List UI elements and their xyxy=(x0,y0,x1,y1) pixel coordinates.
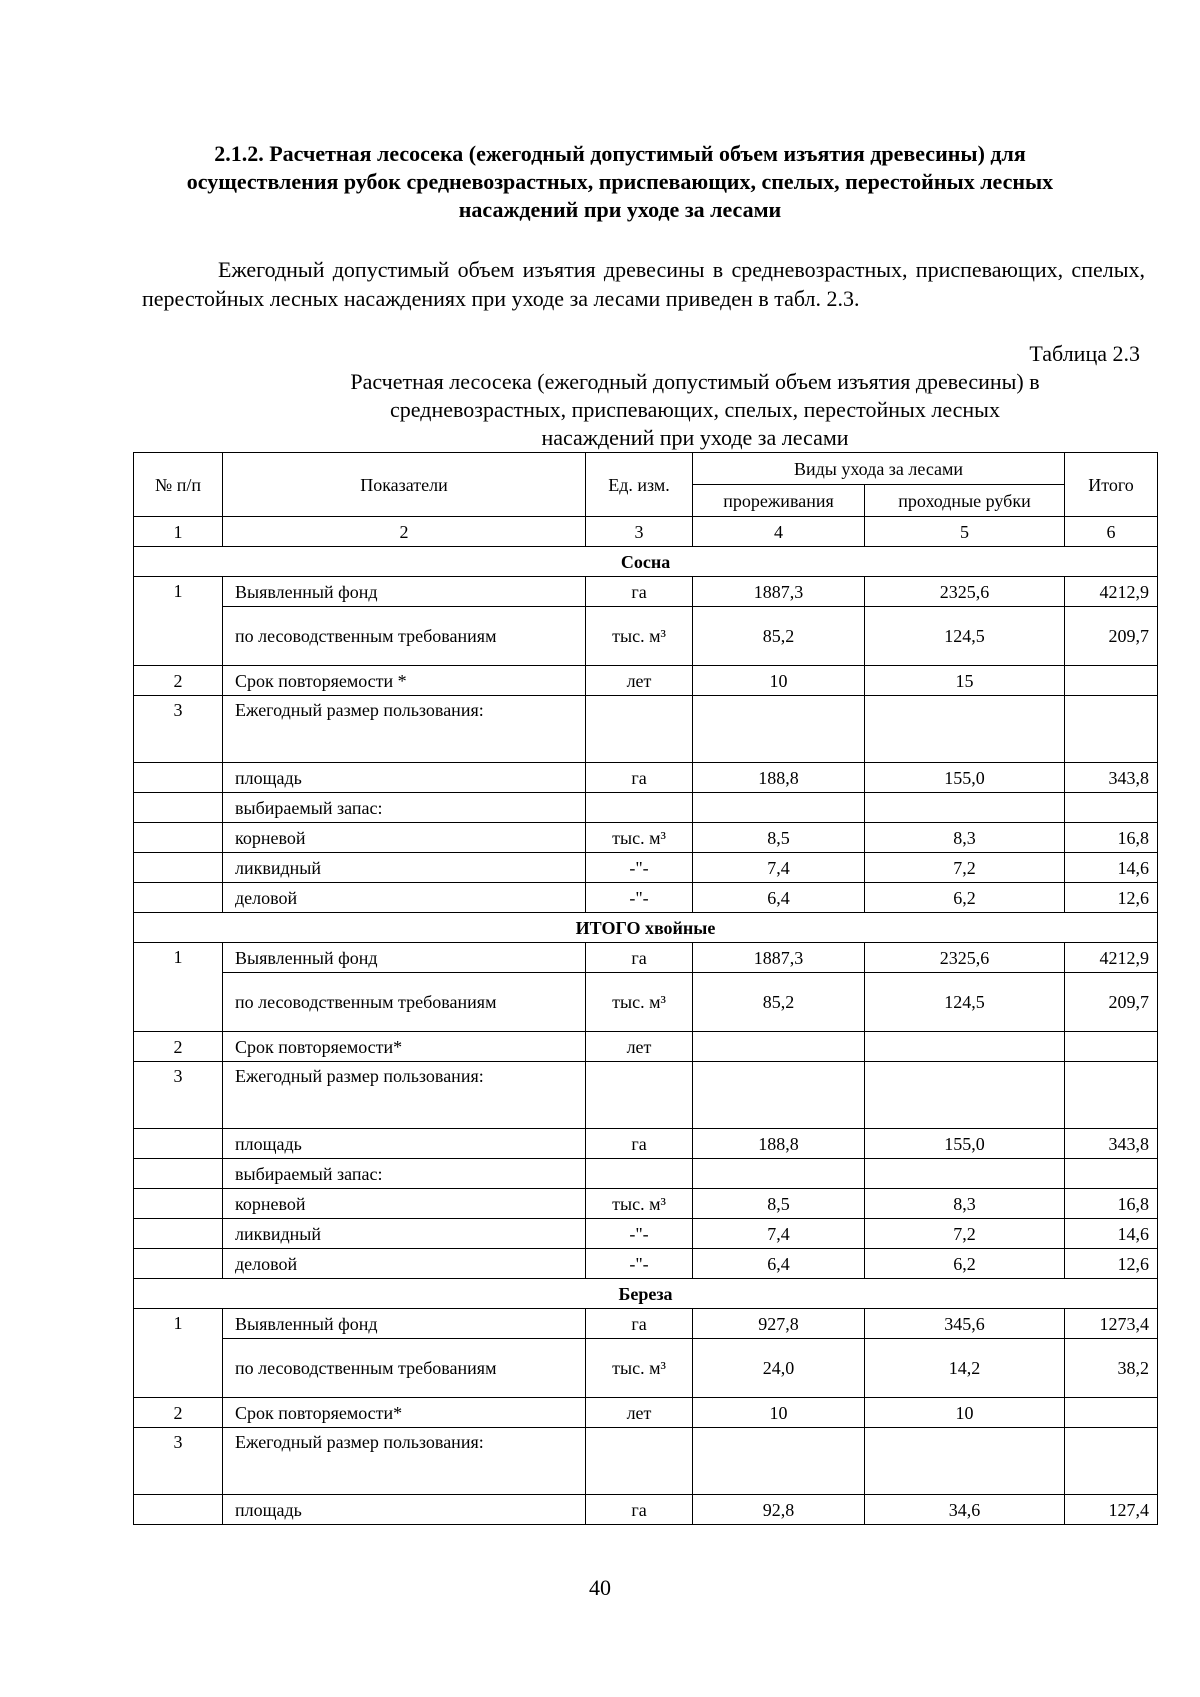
passage-value xyxy=(865,696,1065,763)
total-value xyxy=(1065,1062,1158,1129)
intro-paragraph: Ежегодный допустимый объем изъятия древесины в средневозрастных, приспевающих, спелых, перестойных лесных насаждениях при уходе за лесами приведен в табл. 2.3. xyxy=(142,257,1145,311)
passage-value: 124,5 xyxy=(865,607,1065,666)
thinning-value: 1887,3 xyxy=(693,943,865,973)
thinning-value: 6,4 xyxy=(693,1249,865,1279)
table-row xyxy=(134,607,1158,666)
row-number xyxy=(134,1495,223,1525)
passage-value: 6,2 xyxy=(865,883,1065,913)
thinning-value: 188,8 xyxy=(693,763,865,793)
table-row xyxy=(134,696,1158,763)
header-passage: проходные рубки xyxy=(865,485,1065,517)
section-row xyxy=(134,913,1158,943)
table-caption xyxy=(280,368,1110,452)
table-row xyxy=(134,1062,1158,1129)
passage-value: 155,0 xyxy=(865,1129,1065,1159)
total-value: 343,8 xyxy=(1065,1129,1158,1159)
section-row xyxy=(134,1279,1158,1309)
unit-cell xyxy=(586,1428,693,1495)
total-value: 4212,9 xyxy=(1065,943,1158,973)
table-row xyxy=(134,1309,1158,1339)
row-number xyxy=(134,793,223,823)
unit-cell: тыс. м³ xyxy=(586,1189,693,1219)
unit-cell xyxy=(586,1159,693,1189)
passage-value: 7,2 xyxy=(865,1219,1065,1249)
unit-cell: га xyxy=(586,1495,693,1525)
row-number: 1 xyxy=(134,1309,223,1398)
row-number: 2 xyxy=(134,666,223,696)
unit-cell: га xyxy=(586,763,693,793)
passage-value xyxy=(865,1428,1065,1495)
indicator-cell: Ежегодный размер пользования: xyxy=(223,1062,586,1129)
total-value: 343,8 xyxy=(1065,763,1158,793)
total-value xyxy=(1065,1428,1158,1495)
passage-value: 2325,6 xyxy=(865,577,1065,607)
indicator-cell: выбираемый запас: xyxy=(223,793,586,823)
unit-cell: тыс. м³ xyxy=(586,973,693,1032)
table-number: Таблица 2.3 xyxy=(1029,341,1140,366)
passage-value: 345,6 xyxy=(865,1309,1065,1339)
table-row xyxy=(134,763,1158,793)
thinning-value: 85,2 xyxy=(693,973,865,1032)
passage-value: 8,3 xyxy=(865,1189,1065,1219)
indicator-cell: площадь xyxy=(223,1129,586,1159)
passage-value xyxy=(865,793,1065,823)
col-number: 6 xyxy=(1065,517,1158,547)
caption-line-1: Расчетная лесосека (ежегодный допустимый объем изъятия древесины) в xyxy=(350,369,1040,394)
thinning-value: 6,4 xyxy=(693,883,865,913)
passage-value: 7,2 xyxy=(865,853,1065,883)
indicator-cell: по лесоводственным требованиям xyxy=(223,1339,586,1398)
thinning-value: 7,4 xyxy=(693,1219,865,1249)
row-number xyxy=(134,1159,223,1189)
col-number: 1 xyxy=(134,517,223,547)
thinning-value: 8,5 xyxy=(693,823,865,853)
unit-cell: лет xyxy=(586,1398,693,1428)
total-value: 38,2 xyxy=(1065,1339,1158,1398)
thinning-value: 927,8 xyxy=(693,1309,865,1339)
table-row xyxy=(134,883,1158,913)
thinning-value: 8,5 xyxy=(693,1189,865,1219)
header-thinning: прореживания xyxy=(693,485,865,517)
unit-cell: лет xyxy=(586,1032,693,1062)
total-value: 16,8 xyxy=(1065,823,1158,853)
total-value: 12,6 xyxy=(1065,883,1158,913)
col-number: 4 xyxy=(693,517,865,547)
thinning-value: 10 xyxy=(693,666,865,696)
row-number: 2 xyxy=(134,1032,223,1062)
total-value xyxy=(1065,793,1158,823)
table-row xyxy=(134,823,1158,853)
total-value xyxy=(1065,1032,1158,1062)
total-value: 12,6 xyxy=(1065,1249,1158,1279)
heading-line-2: осуществления рубок средневозрастных, приспевающих, спелых, перестойных лесных xyxy=(186,169,1054,194)
unit-cell xyxy=(586,696,693,763)
total-value xyxy=(1065,666,1158,696)
unit-cell: -"- xyxy=(586,1219,693,1249)
passage-value xyxy=(865,1032,1065,1062)
row-number xyxy=(134,763,223,793)
header-total: Итого xyxy=(1065,453,1158,517)
row-number: 3 xyxy=(134,1428,223,1495)
section-row xyxy=(134,547,1158,577)
passage-value xyxy=(865,1159,1065,1189)
total-value: 1273,4 xyxy=(1065,1309,1158,1339)
table-row xyxy=(134,973,1158,1032)
heading-line-1: 2.1.2. Расчетная лесосека (ежегодный допустимый объем изъятия древесины) для xyxy=(214,141,1026,166)
thinning-value: 7,4 xyxy=(693,853,865,883)
table-row xyxy=(134,1032,1158,1062)
unit-cell xyxy=(586,1062,693,1129)
table-row xyxy=(134,1495,1158,1525)
passage-value: 155,0 xyxy=(865,763,1065,793)
section-title: Береза xyxy=(134,1279,1158,1309)
allowable-cut-table xyxy=(133,452,1158,1525)
indicator-cell: Ежегодный размер пользования: xyxy=(223,696,586,763)
row-number: 1 xyxy=(134,943,223,1032)
table-row xyxy=(134,943,1158,973)
caption-line-3: насаждений при уходе за лесами xyxy=(541,425,849,450)
indicator-cell: корневой xyxy=(223,1189,586,1219)
indicator-cell: Выявленный фонд xyxy=(223,577,586,607)
indicator-cell: ликвидный xyxy=(223,1219,586,1249)
indicator-cell: ликвидный xyxy=(223,853,586,883)
caption-line-2: средневозрастных, приспевающих, спелых, перестойных лесных xyxy=(390,397,1000,422)
table-row xyxy=(134,1219,1158,1249)
thinning-value: 1887,3 xyxy=(693,577,865,607)
total-value: 209,7 xyxy=(1065,607,1158,666)
total-value: 14,6 xyxy=(1065,853,1158,883)
header-unit: Ед. изм. xyxy=(586,453,693,517)
passage-value xyxy=(865,1062,1065,1129)
unit-cell: га xyxy=(586,1129,693,1159)
thinning-value: 24,0 xyxy=(693,1339,865,1398)
col-number: 2 xyxy=(223,517,586,547)
header-indicators: Показатели xyxy=(223,453,586,517)
total-value: 209,7 xyxy=(1065,973,1158,1032)
heading-line-3: насаждений при уходе за лесами xyxy=(458,197,782,222)
row-number xyxy=(134,1249,223,1279)
total-value: 16,8 xyxy=(1065,1189,1158,1219)
table-row xyxy=(134,1129,1158,1159)
passage-value: 15 xyxy=(865,666,1065,696)
table-row xyxy=(134,853,1158,883)
indicator-cell: деловой xyxy=(223,883,586,913)
table-row xyxy=(134,1428,1158,1495)
section-heading xyxy=(150,140,1090,224)
row-number: 3 xyxy=(134,1062,223,1129)
section-title: ИТОГО хвойные xyxy=(134,913,1158,943)
table-row xyxy=(134,577,1158,607)
thinning-value: 188,8 xyxy=(693,1129,865,1159)
unit-cell: -"- xyxy=(586,1249,693,1279)
unit-cell: тыс. м³ xyxy=(586,823,693,853)
total-value: 127,4 xyxy=(1065,1495,1158,1525)
thinning-value xyxy=(693,1428,865,1495)
page-number: 40 xyxy=(589,1575,611,1600)
column-numbers-row xyxy=(134,517,1158,547)
passage-value: 2325,6 xyxy=(865,943,1065,973)
thinning-value xyxy=(693,696,865,763)
thinning-value: 92,8 xyxy=(693,1495,865,1525)
indicator-cell: по лесоводственным требованиям xyxy=(223,973,586,1032)
row-number xyxy=(134,1129,223,1159)
row-number xyxy=(134,883,223,913)
unit-cell: лет xyxy=(586,666,693,696)
indicator-cell: Выявленный фонд xyxy=(223,943,586,973)
thinning-value: 85,2 xyxy=(693,607,865,666)
total-value: 4212,9 xyxy=(1065,577,1158,607)
indicator-cell: Ежегодный размер пользования: xyxy=(223,1428,586,1495)
row-number xyxy=(134,823,223,853)
unit-cell: га xyxy=(586,577,693,607)
total-value xyxy=(1065,696,1158,763)
passage-value: 34,6 xyxy=(865,1495,1065,1525)
indicator-cell: корневой xyxy=(223,823,586,853)
row-number xyxy=(134,853,223,883)
table-row xyxy=(134,1189,1158,1219)
unit-cell: га xyxy=(586,1309,693,1339)
row-number xyxy=(134,1189,223,1219)
table-row xyxy=(134,1249,1158,1279)
passage-value: 6,2 xyxy=(865,1249,1065,1279)
total-value: 14,6 xyxy=(1065,1219,1158,1249)
indicator-cell: Срок повторяемости * xyxy=(223,666,586,696)
thinning-value xyxy=(693,1032,865,1062)
unit-cell: -"- xyxy=(586,853,693,883)
indicator-cell: Выявленный фонд xyxy=(223,1309,586,1339)
unit-cell: тыс. м³ xyxy=(586,1339,693,1398)
table-row xyxy=(134,1159,1158,1189)
indicator-cell: деловой xyxy=(223,1249,586,1279)
col-number: 5 xyxy=(865,517,1065,547)
row-number: 1 xyxy=(134,577,223,666)
thinning-value xyxy=(693,1159,865,1189)
indicator-cell: площадь xyxy=(223,763,586,793)
table-row xyxy=(134,1339,1158,1398)
total-value xyxy=(1065,1159,1158,1189)
table-row xyxy=(134,793,1158,823)
table-row xyxy=(134,666,1158,696)
thinning-value xyxy=(693,1062,865,1129)
total-value xyxy=(1065,1398,1158,1428)
thinning-value: 10 xyxy=(693,1398,865,1428)
col-number: 3 xyxy=(586,517,693,547)
thinning-value xyxy=(693,793,865,823)
indicator-cell: Срок повторяемости* xyxy=(223,1032,586,1062)
passage-value: 124,5 xyxy=(865,973,1065,1032)
header-num: № п/п xyxy=(134,453,223,517)
unit-cell: -"- xyxy=(586,883,693,913)
indicator-cell: площадь xyxy=(223,1495,586,1525)
passage-value: 10 xyxy=(865,1398,1065,1428)
row-number: 2 xyxy=(134,1398,223,1428)
indicator-cell: выбираемый запас: xyxy=(223,1159,586,1189)
row-number: 3 xyxy=(134,696,223,763)
table-row xyxy=(134,1398,1158,1428)
indicator-cell: Срок повторяемости* xyxy=(223,1398,586,1428)
row-number xyxy=(134,1219,223,1249)
unit-cell xyxy=(586,793,693,823)
unit-cell: тыс. м³ xyxy=(586,607,693,666)
indicator-cell: по лесоводственным требованиям xyxy=(223,607,586,666)
section-title: Сосна xyxy=(134,547,1158,577)
passage-value: 14,2 xyxy=(865,1339,1065,1398)
passage-value: 8,3 xyxy=(865,823,1065,853)
header-care-types: Виды ухода за лесами xyxy=(693,453,1065,485)
unit-cell: га xyxy=(586,943,693,973)
